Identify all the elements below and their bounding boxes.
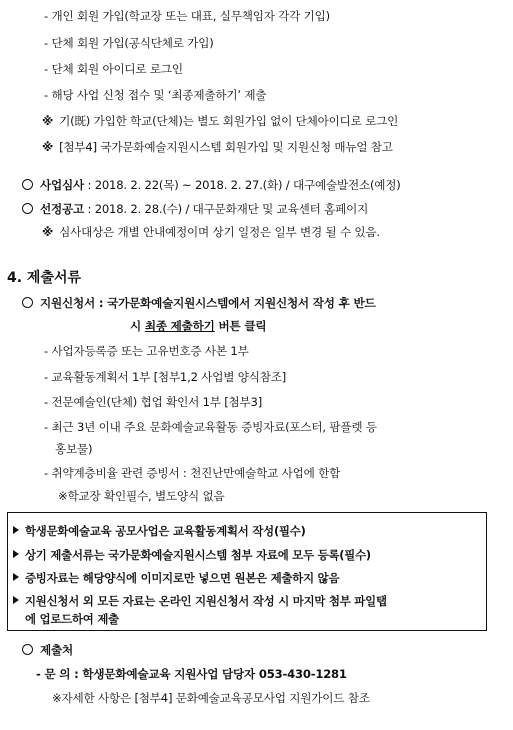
circle-bullet-icon bbox=[22, 297, 33, 308]
announce-note bbox=[42, 224, 380, 240]
box-note-continuation: 에 업로드하여 제출 bbox=[25, 612, 119, 626]
contact-inquiry: - 문 의 : 학생문화예술교육 지원사업 담당자 053-430-1281 bbox=[36, 667, 347, 681]
application-text: 지원신청서 : 국가문화예술지원시스템에서 지원신청서 작성 후 반드 bbox=[40, 296, 376, 310]
note-mark: ※ bbox=[42, 225, 54, 239]
contact-label bbox=[22, 642, 73, 658]
join-step-4: - 해당 사업 신청 접수 및 ‘최종제출하기’ 제출 bbox=[44, 88, 267, 102]
section-heading: 4. 제출서류 bbox=[7, 270, 82, 286]
note-existing-member bbox=[42, 113, 398, 129]
review-text: : 2018. 2. 22(목) ~ 2018. 2. 27.(화) / 대구예술발전소(예정) bbox=[87, 178, 401, 192]
document-item: - 취약계층비율 관련 증빙서 : 천진난만예술학교 사업에 한함 bbox=[44, 466, 341, 480]
note-text: 심사대상은 개별 안내예정이며 상기 일정은 일부 변경 될 수 있음. bbox=[59, 225, 380, 239]
box-note-text: 지원신청서 외 모든 자료는 온라인 지원신청서 작성 시 마지막 첨부 파일탭 bbox=[25, 594, 387, 608]
circle-bullet-icon bbox=[22, 203, 33, 214]
final-submit-phrase: 최종 제출하기 bbox=[144, 319, 215, 333]
box-note-text: 증빙자료는 해당양식에 이미지로만 넣으면 원본은 제출하지 않음 bbox=[25, 571, 340, 585]
join-step-2: - 단체 회원 가입(공식단체로 가입) bbox=[44, 36, 214, 50]
review-schedule bbox=[22, 177, 401, 193]
application-text-c: 버튼 클릭 bbox=[214, 319, 267, 333]
application-text-a: 시 bbox=[130, 319, 145, 333]
contact-label-text: 제출처 bbox=[40, 643, 73, 657]
announce-label: 선정공고 bbox=[40, 202, 84, 216]
triangle-bullet-icon bbox=[13, 596, 19, 604]
box-note bbox=[13, 570, 339, 586]
note-manual bbox=[42, 139, 393, 155]
application-line-2 bbox=[130, 318, 266, 334]
box-note-text: 학생문화예술교육 공모사업은 교육활동계획서 작성(필수) bbox=[25, 524, 306, 538]
circle-bullet-icon bbox=[22, 644, 33, 655]
triangle-bullet-icon bbox=[13, 573, 19, 581]
note-mark: ※ bbox=[42, 114, 54, 128]
document-item: - 최근 3년 이내 주요 문화예술교육활동 증빙자료(포스터, 팜플렛 등 bbox=[44, 420, 377, 434]
circle-bullet-icon bbox=[22, 179, 33, 190]
application-line-1 bbox=[22, 295, 375, 311]
note-mark: ※ bbox=[42, 140, 54, 154]
join-step-1: - 개인 회원 가입(학교장 또는 대표, 실무책임자 각각 기입) bbox=[44, 9, 330, 23]
review-label: 사업심사 bbox=[40, 178, 84, 192]
document-item-continuation: 홍보물) bbox=[55, 442, 93, 456]
document-item: - 사업자등록증 또는 고유번호증 사본 1부 bbox=[44, 344, 249, 358]
announce-text: : 2018. 2. 28.(수) / 대구문화재단 및 교육센터 홈페이지 bbox=[87, 202, 369, 216]
triangle-bullet-icon bbox=[13, 526, 19, 534]
triangle-bullet-icon bbox=[13, 550, 19, 558]
join-step-3: - 단체 회원 아이디로 로그인 bbox=[44, 62, 183, 76]
box-note bbox=[13, 547, 371, 563]
school-confirm-note: ※학교장 확인필수, 별도양식 없음 bbox=[58, 489, 225, 503]
important-notes-box bbox=[7, 512, 487, 631]
document-item: - 전문예술인(단체) 협업 확인서 1부 [첨부3] bbox=[44, 395, 263, 409]
box-note bbox=[13, 593, 387, 609]
guide-note: ※자세한 사항은 [첨부4] 문화예술교육공모사업 지원가이드 참조 bbox=[52, 691, 370, 705]
note-text: [첨부4] 국가문화예술지원시스템 회원가입 및 지원신청 매뉴얼 참고 bbox=[59, 140, 393, 154]
box-note bbox=[13, 523, 306, 539]
note-text: 기(既) 가입한 학교(단체)는 별도 회원가입 없이 단체아이디로 로그인 bbox=[59, 114, 399, 128]
document-item: - 교육활동계획서 1부 [첨부1,2 사업별 양식참조] bbox=[44, 370, 287, 384]
box-note-text: 상기 제출서류는 국가문화예술지원시스템 첨부 자료에 모두 등록(필수) bbox=[25, 548, 371, 562]
announce-schedule bbox=[22, 201, 368, 217]
